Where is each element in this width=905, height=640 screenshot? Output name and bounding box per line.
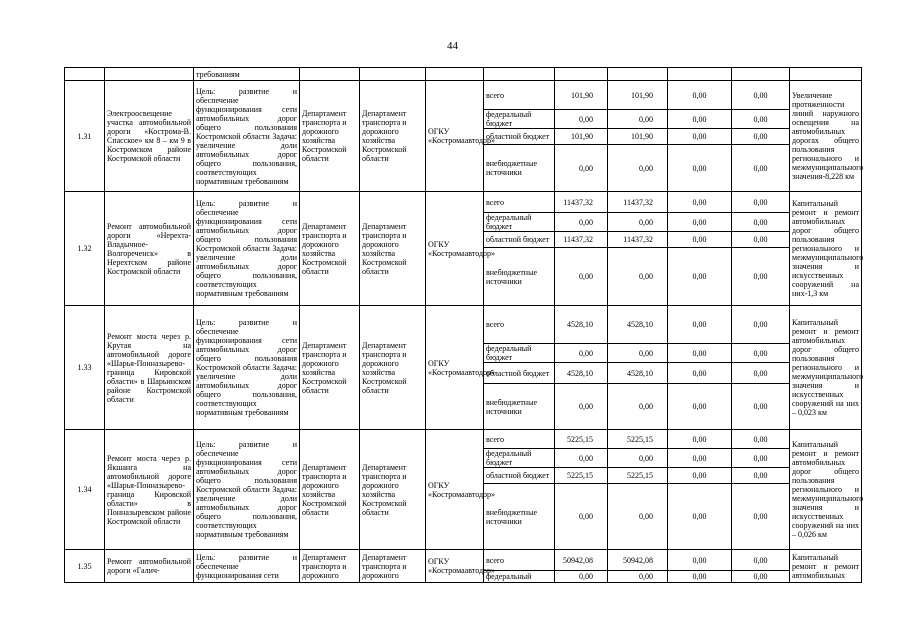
item-coordinator: Департамент транспорта и дорожного хозяйства Костромской области xyxy=(300,430,360,550)
item-name: Ремонт моста через р. Якшанга на автомобильной дороге «Шарья-Понназырево-граница Кировской области» в Понназыревском районе Костромской области xyxy=(105,430,194,550)
funding-total: 0,00 xyxy=(555,484,608,550)
funding-source: всего xyxy=(484,81,555,110)
funding-year-3: 0,00 xyxy=(732,430,790,449)
funding-year-3: 0,00 xyxy=(732,384,790,430)
funding-year-3: 0,00 xyxy=(732,213,790,232)
item-number: 1.34 xyxy=(65,430,105,550)
funding-year-1: 5225,15 xyxy=(608,468,668,484)
table-row xyxy=(65,81,862,110)
item-responsible: Департамент транспорта и дорожного xyxy=(360,550,426,583)
item-responsible: Департамент транспорта и дорожного хозяйства Костромской области xyxy=(360,430,426,550)
funding-total: 5225,15 xyxy=(555,430,608,449)
funding-total: 11437,32 xyxy=(555,232,608,248)
funding-year-1: 101,90 xyxy=(608,129,668,145)
funding-source: внебюджетные источники xyxy=(484,248,555,306)
item-executor: ОГКУ «Костромаавтодор» xyxy=(426,306,484,430)
table-row xyxy=(65,550,862,571)
funding-source: федеральный бюджет xyxy=(484,213,555,232)
funding-year-1: 11437,32 xyxy=(608,192,668,213)
funding-year-3: 0,00 xyxy=(732,468,790,484)
funding-source: областной бюджет xyxy=(484,232,555,248)
continuation-text: требованиям xyxy=(194,68,300,81)
funding-year-3: 0,00 xyxy=(732,449,790,468)
funding-year-1: 0,00 xyxy=(608,571,668,583)
funding-year-1: 0,00 xyxy=(608,248,668,306)
funding-year-1: 50942,08 xyxy=(608,550,668,571)
funding-source: областной бюджет xyxy=(484,468,555,484)
funding-year-1: 5225,15 xyxy=(608,430,668,449)
funding-total: 0,00 xyxy=(555,344,608,363)
item-result: Капитальный ремонт и ремонт автомобильных дорог общего пользования регионального и межмуниципального значения и искусственных сооружений на них – 0,026 км xyxy=(790,430,862,550)
item-result: Капитальный ремонт и ремонт автомобильных xyxy=(790,550,862,583)
funding-total: 5225,15 xyxy=(555,468,608,484)
funding-year-2: 0,00 xyxy=(668,484,732,550)
funding-year-2: 0,00 xyxy=(668,344,732,363)
item-name: Ремонт автомобильной дороги «Нерехта-Владычное-Волгореченск» в Нерехтском районе Костромской области xyxy=(105,192,194,306)
item-goal: Цель: развитие и обеспечение функционирования сети автомобильных дорог общего пользования Костромской области Задача: увеличение доли автомобильных дорог общего пользования, соответствующих нормативным требованиям xyxy=(194,192,300,306)
program-table xyxy=(64,67,862,583)
funding-total: 0,00 xyxy=(555,571,608,583)
funding-year-2: 0,00 xyxy=(668,571,732,583)
funding-total: 0,00 xyxy=(555,384,608,430)
funding-year-2: 0,00 xyxy=(668,306,732,344)
funding-year-2: 0,00 xyxy=(668,110,732,129)
item-responsible: Департамент транспорта и дорожного хозяйства Костромской области xyxy=(360,192,426,306)
funding-source: федеральный бюджет xyxy=(484,344,555,363)
item-goal: Цель: развитие и обеспечение функционирования сети автомобильных дорог общего пользования Костромской области Задача: увеличение доли автомобильных дорог общего пользования, соответствующих нормативным требованиям xyxy=(194,430,300,550)
funding-total: 4528,10 xyxy=(555,306,608,344)
item-responsible: Департамент транспорта и дорожного хозяйства Костромской области xyxy=(360,306,426,430)
funding-year-1: 0,00 xyxy=(608,145,668,192)
item-goal: Цель: развитие и обеспечение функционирования сети xyxy=(194,550,300,583)
item-number: 1.31 xyxy=(65,81,105,192)
funding-year-1: 0,00 xyxy=(608,213,668,232)
funding-year-3: 0,00 xyxy=(732,363,790,384)
funding-year-3: 0,00 xyxy=(732,571,790,583)
table-row xyxy=(65,430,862,449)
funding-year-3: 0,00 xyxy=(732,145,790,192)
funding-year-2: 0,00 xyxy=(668,232,732,248)
funding-source: внебюджетные источники xyxy=(484,384,555,430)
item-number: 1.32 xyxy=(65,192,105,306)
funding-source: всего xyxy=(484,550,555,571)
funding-year-2: 0,00 xyxy=(668,384,732,430)
funding-source: областной бюджет xyxy=(484,363,555,384)
funding-year-3: 0,00 xyxy=(732,110,790,129)
item-goal: Цель: развитие и обеспечение функционирования сети автомобильных дорог общего пользования Костромской области Задача: увеличение доли автомобильных дорог общего пользования, соответствующих нормативным требованиям xyxy=(194,306,300,430)
funding-year-2: 0,00 xyxy=(668,248,732,306)
item-executor: ОГКУ «Костромаавтодор» xyxy=(426,550,484,583)
funding-source: всего xyxy=(484,192,555,213)
funding-year-2: 0,00 xyxy=(668,145,732,192)
funding-total: 0,00 xyxy=(555,213,608,232)
item-responsible: Департамент транспорта и дорожного хозяйства Костромской области xyxy=(360,81,426,192)
funding-year-2: 0,00 xyxy=(668,430,732,449)
item-coordinator: Департамент транспорта и дорожного хозяйства Костромской области xyxy=(300,192,360,306)
funding-year-1: 11437,32 xyxy=(608,232,668,248)
funding-source: областной бюджет xyxy=(484,129,555,145)
item-goal: Цель: развитие и обеспечение функционирования сети автомобильных дорог общего пользования Костромской области Задача: увеличение доли автомобильных дорог общего пользования, соответствующих нормативным требованиям xyxy=(194,81,300,192)
funding-year-3: 0,00 xyxy=(732,232,790,248)
funding-source: федеральный бюджет xyxy=(484,449,555,468)
item-coordinator: Департамент транспорта и дорожного хозяйства Костромской области xyxy=(300,81,360,192)
funding-source: всего xyxy=(484,306,555,344)
funding-source: внебюджетные источники xyxy=(484,484,555,550)
item-name: Ремонт моста через р. Крутая на автомобильной дороге «Шарья-Понназырево-граница Кировской области» в Шарьинском районе Костромской области xyxy=(105,306,194,430)
item-executor: ОГКУ «Костромаавтодор» xyxy=(426,192,484,306)
funding-total: 0,00 xyxy=(555,110,608,129)
funding-year-1: 4528,10 xyxy=(608,306,668,344)
item-executor: ОГКУ «Костромаавтодор» xyxy=(426,81,484,192)
funding-total: 0,00 xyxy=(555,449,608,468)
item-result: Капитальный ремонт и ремонт автомобильных дорог общего пользования регионального и межмуниципального значения и искусственных сооружений на них – 0,023 км xyxy=(790,306,862,430)
funding-year-2: 0,00 xyxy=(668,449,732,468)
item-coordinator: Департамент транспорта и дорожного xyxy=(300,550,360,583)
funding-year-3: 0,00 xyxy=(732,306,790,344)
continuation-row xyxy=(65,68,862,81)
funding-source: федеральный xyxy=(484,571,555,583)
funding-source: всего xyxy=(484,430,555,449)
funding-total: 4528,10 xyxy=(555,363,608,384)
funding-year-1: 4528,10 xyxy=(608,363,668,384)
funding-year-3: 0,00 xyxy=(732,484,790,550)
item-result: Капитальный ремонт и ремонт автомобильных дорог общего пользования регионального и межмуниципального значения и искусственных сооружений на них-1,3 км xyxy=(790,192,862,306)
funding-source: федеральный бюджет xyxy=(484,110,555,129)
item-name: Электроосвещение участка автомобильной дороги «Кострома-В. Спасское» км 8 – км 9 в Костромском районе Костромской области xyxy=(105,81,194,192)
table-row xyxy=(65,192,862,213)
item-result: Увеличение протяженности линий наружного освещения на автомобильных дорогах общего пользования регионального и межмуниципального значения-8,228 км xyxy=(790,81,862,192)
funding-year-1: 0,00 xyxy=(608,384,668,430)
funding-year-3: 0,00 xyxy=(732,550,790,571)
funding-total: 101,90 xyxy=(555,81,608,110)
funding-year-1: 0,00 xyxy=(608,449,668,468)
page-number: 44 xyxy=(447,40,458,52)
funding-total: 0,00 xyxy=(555,248,608,306)
funding-year-1: 101,90 xyxy=(608,81,668,110)
funding-year-3: 0,00 xyxy=(732,81,790,110)
funding-total: 101,90 xyxy=(555,129,608,145)
funding-year-1: 0,00 xyxy=(608,484,668,550)
funding-total: 11437,32 xyxy=(555,192,608,213)
funding-year-2: 0,00 xyxy=(668,550,732,571)
funding-year-2: 0,00 xyxy=(668,129,732,145)
funding-year-2: 0,00 xyxy=(668,363,732,384)
funding-year-2: 0,00 xyxy=(668,192,732,213)
funding-year-3: 0,00 xyxy=(732,192,790,213)
funding-year-1: 0,00 xyxy=(608,344,668,363)
funding-year-2: 0,00 xyxy=(668,81,732,110)
funding-year-2: 0,00 xyxy=(668,213,732,232)
table-row xyxy=(65,306,862,344)
item-coordinator: Департамент транспорта и дорожного хозяйства Костромской области xyxy=(300,306,360,430)
funding-year-1: 0,00 xyxy=(608,110,668,129)
item-name: Ремонт автомобильной дороги «Галич- xyxy=(105,550,194,583)
funding-total: 50942,08 xyxy=(555,550,608,571)
funding-year-3: 0,00 xyxy=(732,129,790,145)
funding-year-3: 0,00 xyxy=(732,248,790,306)
funding-year-3: 0,00 xyxy=(732,344,790,363)
item-executor: ОГКУ «Костромаавтодор» xyxy=(426,430,484,550)
funding-source: внебюджетные источники xyxy=(484,145,555,192)
item-number: 1.35 xyxy=(65,550,105,583)
funding-year-2: 0,00 xyxy=(668,468,732,484)
item-number: 1.33 xyxy=(65,306,105,430)
funding-total: 0,00 xyxy=(555,145,608,192)
